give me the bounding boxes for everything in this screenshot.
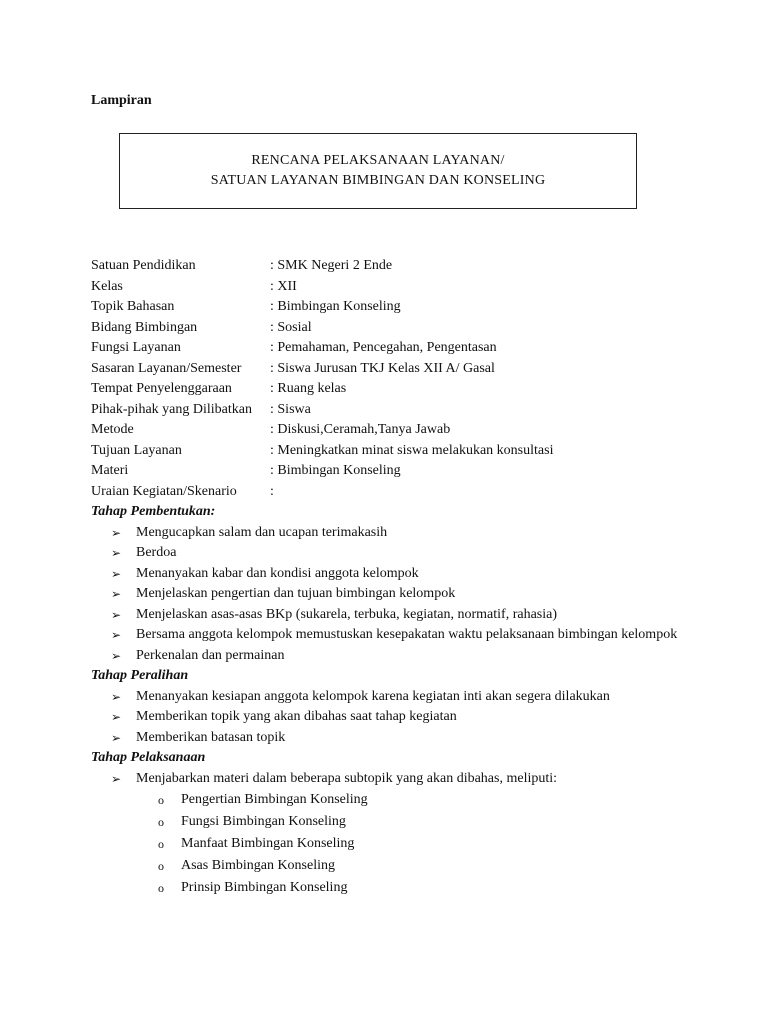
list-item: [91, 564, 679, 585]
stage-heading-pembentukan: Tahap Pembentukan:: [91, 504, 216, 519]
list-item-text: Menjelaskan pengertian dan tujuan bimbingan kelompok: [136, 586, 456, 601]
list-item: [91, 707, 679, 728]
arrow-bullet-icon: ➢: [111, 648, 122, 663]
list-item: [91, 584, 679, 605]
sub-list-item: [91, 789, 679, 811]
arrow-bullet-icon: ➢: [111, 525, 122, 540]
sub-list-item-text: Asas Bimbingan Konseling: [181, 858, 335, 873]
field-value: : Pemahaman, Pencegahan, Pengentasan: [270, 338, 497, 359]
circle-bullet-icon: o: [158, 793, 164, 807]
arrow-bullet-icon: ➢: [111, 628, 122, 642]
field-row: [91, 297, 691, 318]
list-item-text: Menjelaskan asas-asas BKp (sukarela, terbuka, kegiatan, normatif, rahasia): [136, 606, 558, 622]
list-item-text: Berdoa: [136, 545, 177, 560]
list-item-text: Memberikan batasan topik: [136, 729, 286, 745]
field-value: : Bimbingan Konseling: [270, 297, 401, 318]
field-row: [91, 461, 691, 482]
arrow-bullet-icon: ➢: [111, 607, 122, 622]
scenario-content: [91, 502, 679, 899]
bullet-list: [91, 523, 679, 667]
arrow-bullet-icon: ➢: [111, 689, 122, 704]
field-row: [91, 420, 691, 441]
arrow-bullet-icon: ➢: [111, 587, 122, 601]
list-item: [91, 625, 679, 646]
field-row: [91, 400, 691, 421]
field-value: [270, 482, 274, 503]
field-value: : Diskusi,Ceramah,Tanya Jawab: [270, 420, 450, 441]
field-row: [91, 379, 691, 400]
sub-list-item-text: Prinsip Bimbingan Konseling: [181, 880, 348, 895]
field-table: [91, 256, 691, 502]
stage-heading-pelaksanaan: Tahap Pelaksanaan: [91, 750, 206, 765]
field-value: : XII: [270, 277, 297, 298]
sub-list-item-text: Manfaat Bimbingan Konseling: [181, 836, 355, 851]
sub-list-item: [91, 811, 679, 833]
field-row: [91, 277, 691, 298]
list-item: [91, 543, 679, 564]
sub-list-item-text: Pengertian Bimbingan Konseling: [181, 792, 368, 807]
title-line-2: SATUAN LAYANAN BIMBINGAN DAN KONSELING: [210, 173, 546, 188]
list-item: [91, 605, 679, 626]
list-item-text: Menanyakan kabar dan kondisi anggota kelompok: [136, 565, 419, 581]
title-box: [119, 133, 637, 209]
field-label: Materi: [91, 463, 129, 478]
field-value: : SMK Negeri 2 Ende: [270, 256, 392, 277]
list-item: [91, 728, 679, 749]
field-label: Pihak-pihak yang Dilibatkan: [91, 401, 252, 417]
field-label: Tujuan Layanan: [91, 442, 182, 458]
field-row: [91, 441, 691, 462]
field-label: Bidang Bimbingan: [91, 319, 198, 335]
field-value: : Siswa Jurusan TKJ Kelas XII A/ Gasal: [270, 359, 495, 380]
sub-list-item: [91, 877, 679, 899]
field-label: Metode: [91, 422, 134, 437]
field-label: Fungsi Layanan: [91, 340, 181, 355]
arrow-bullet-icon: ➢: [111, 771, 122, 786]
field-row: [91, 359, 691, 380]
circle-bullet-icon: o: [158, 859, 164, 873]
lampiran-heading: Lampiran: [91, 93, 152, 108]
list-item-text: Bersama anggota kelompok memustuskan kesepakatan waktu pelaksanaan bimbingan kelompok: [136, 627, 678, 642]
circle-bullet-icon: o: [158, 837, 164, 851]
list-item-text: Memberikan topik yang akan dibahas saat tahap kegiatan: [136, 709, 457, 724]
field-row: [91, 318, 691, 339]
field-label: Satuan Pendidikan: [91, 258, 196, 273]
title-line-1: RENCANA PELAKSANAAN LAYANAN/: [251, 153, 505, 168]
sub-list-item-text: Fungsi Bimbingan Konseling: [181, 814, 346, 829]
field-label: Uraian Kegiatan/Skenario: [91, 483, 237, 499]
bullet-list: [91, 687, 679, 749]
stage-heading-peralihan: Tahap Peralihan: [91, 668, 189, 683]
list-item-text: Menjabarkan materi dalam beberapa subtopik yang akan dibahas, meliputi:: [136, 770, 558, 786]
field-label: Kelas: [91, 278, 123, 294]
field-label: Tempat Penyelenggaraan: [91, 381, 232, 396]
list-item: [91, 646, 679, 667]
field-row: [91, 256, 691, 277]
sub-bullet-list: [91, 789, 679, 899]
circle-bullet-icon: o: [158, 881, 164, 895]
arrow-bullet-icon: ➢: [111, 730, 122, 745]
arrow-bullet-icon: ➢: [111, 710, 122, 724]
list-item: [91, 687, 679, 708]
field-row: [91, 482, 691, 503]
list-item-text: Menanyakan kesiapan anggota kelompok karena kegiatan inti akan segera dilakukan: [136, 688, 610, 704]
field-value: : Ruang kelas: [270, 379, 346, 400]
list-item-text: Perkenalan dan permainan: [136, 647, 285, 663]
field-row: [91, 338, 691, 359]
list-item-text: Mengucapkan salam dan ucapan terimakasih: [136, 524, 388, 540]
field-value: : Meningkatkan minat siswa melakukan konsultasi: [270, 441, 553, 462]
circle-bullet-icon: o: [158, 815, 164, 829]
field-value: : Siswa: [270, 400, 311, 421]
field-label: Sasaran Layanan/Semester: [91, 360, 242, 376]
sub-list-item: [91, 833, 679, 855]
arrow-bullet-icon: ➢: [111, 566, 122, 581]
field-value: : Sosial: [270, 318, 312, 339]
field-label: Topik Bahasan: [91, 299, 175, 314]
list-item: [91, 769, 679, 790]
bullet-list: [91, 769, 679, 790]
field-value: : Bimbingan Konseling: [270, 461, 401, 482]
arrow-bullet-icon: ➢: [111, 546, 122, 560]
list-item: [91, 523, 679, 544]
sub-list-item: [91, 855, 679, 877]
